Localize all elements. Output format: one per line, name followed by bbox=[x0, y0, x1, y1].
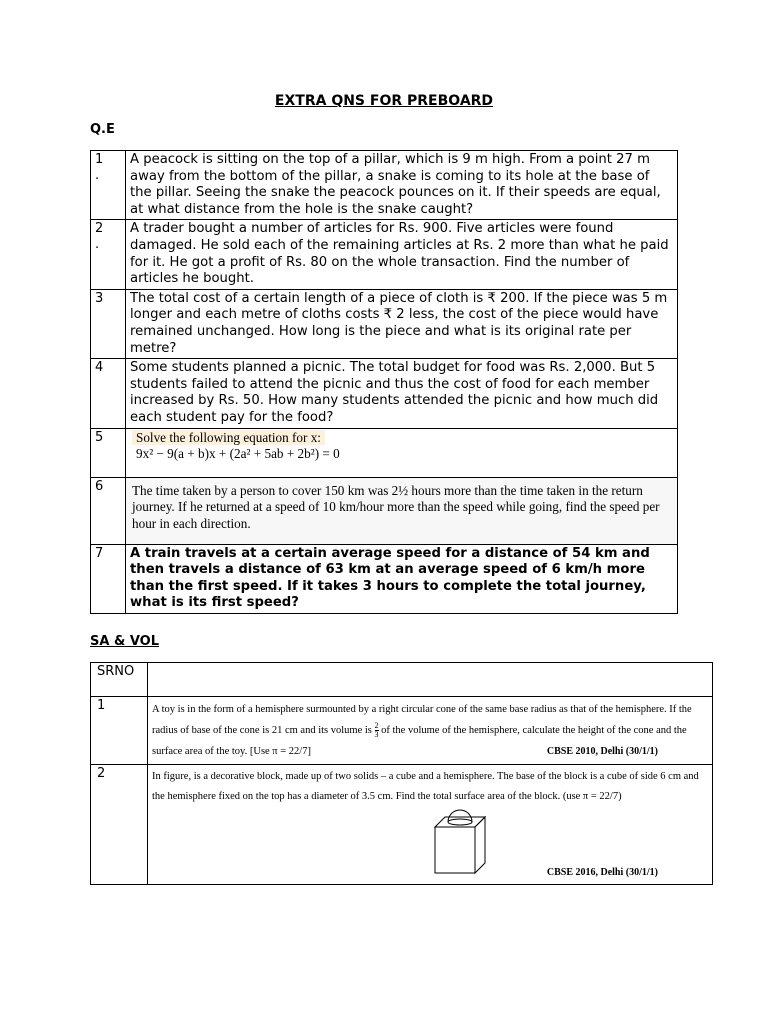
table-row bbox=[91, 428, 678, 477]
table-row bbox=[91, 289, 678, 358]
fraction: $\frac{2}{3}$ bbox=[374, 721, 379, 740]
qe-table bbox=[90, 150, 678, 614]
question-text: A peacock is sitting on the top of a pillar, which is 9 m high. From a point 27 m away from the bottom of the pillar, a snake is coming to its hole at the base of the pillar. Seeing the snake the peacock pounces on it. If their speeds are equal, at what distance from the hole is the snake caught? bbox=[126, 151, 678, 220]
section-heading-qe: Q.E bbox=[90, 122, 115, 137]
column-header-question bbox=[148, 663, 713, 697]
table-row bbox=[91, 663, 713, 697]
column-header-srno: SRNO bbox=[91, 663, 148, 697]
question-number: 2 . bbox=[91, 220, 126, 289]
source-reference: CBSE 2010, Delhi (30/1/1) bbox=[546, 746, 658, 757]
section-heading-sa: SA & VOL bbox=[90, 634, 159, 649]
question-text bbox=[126, 428, 678, 477]
table-row bbox=[91, 477, 678, 544]
source-reference: CBSE 2016, Delhi (30/1/1) bbox=[546, 867, 658, 878]
equation-prompt: Solve the following equation for x: bbox=[132, 430, 325, 445]
question-number: 6 bbox=[91, 477, 126, 544]
question-text-part: of the volume of the hemisphere, calculate the height of the cone and the surface area of the toy. bbox=[152, 725, 687, 757]
question-text bbox=[148, 697, 713, 765]
question-text: A trader bought a number of articles for Rs. 900. Five articles were found damaged. He sold each of the remaining articles at Rs. 2 more than what he paid for it. He got a profit of Rs. 80 on the whole transaction. Find the number of articles he bought. bbox=[126, 220, 678, 289]
table-row bbox=[91, 220, 678, 289]
table-row bbox=[91, 765, 713, 885]
question-text: The time taken by a person to cover 150 km was 2½ hours more than the time taken in the return journey. If he returned at a speed of 10 km/hour more than the speed while going, find the speed per hour in each direction. bbox=[126, 477, 678, 544]
question-text-part: A toy is in the form of a hemisphere surmounted by a right circular cone of the same base radius as that of the hemisphere. If the radius of base of the cone is 21 cm and its volume is bbox=[152, 704, 692, 736]
question-cell bbox=[148, 765, 713, 885]
equation: 9x² − 9(a + b)x + (2a² + 5ab + 2b²) = 0 bbox=[136, 446, 340, 462]
question-text: Some students planned a picnic. The total budget for food was Rs. 2,000. But 5 students failed to attend the picnic and thus the cost of food for each member increased by Rs. 50. How many students attended the picnic and how much did each student pay for the food? bbox=[126, 359, 678, 428]
table-row bbox=[91, 544, 678, 613]
question-number: 4 bbox=[91, 359, 126, 428]
question-number: 5 bbox=[91, 428, 126, 477]
question-number: 1 . bbox=[91, 151, 126, 220]
question-number: 1 bbox=[91, 697, 148, 765]
question-number: 2 bbox=[91, 765, 148, 885]
pi-note: [Use π = 22/7] bbox=[249, 746, 311, 757]
table-row bbox=[91, 151, 678, 220]
sa-table bbox=[90, 662, 713, 885]
page-title: EXTRA QNS FOR PREBOARD bbox=[274, 93, 494, 109]
question-number: 7 bbox=[91, 544, 126, 613]
block-figure bbox=[427, 805, 497, 877]
table-row bbox=[91, 359, 678, 428]
question-text: In figure, is a decorative block, made up of two solids – a cube and a hemisphere. The base of the block is a cube of side 6 cm and the hemisphere fixed on the top has a diameter of 3.5 cm. Find the total surface area of the block. (use π = 22/7) bbox=[152, 771, 699, 802]
question-text: The total cost of a certain length of a piece of cloth is ₹ 200. If the piece was 5 m longer and each metre of cloths costs ₹ 2 less, the cost of the piece would have remained unchanged. How long is the piece and what is its original rate per metre? bbox=[126, 289, 678, 358]
question-number: 3 bbox=[91, 289, 126, 358]
question-text: A train travels at a certain average speed for a distance of 54 km and then travels a distance of 63 km at an average speed of 6 km/h more than the first speed. If it takes 3 hours to complete the total journey, what is its first speed? bbox=[126, 544, 678, 613]
table-row bbox=[91, 697, 713, 765]
